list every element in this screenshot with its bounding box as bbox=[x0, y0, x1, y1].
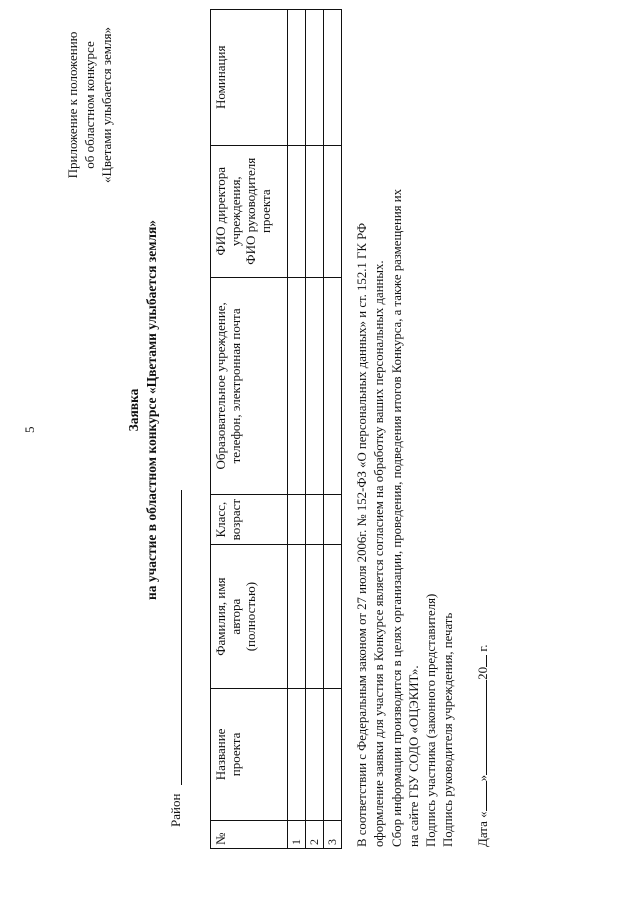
table-row bbox=[288, 10, 306, 849]
header-class: Класс, возраст bbox=[211, 494, 288, 545]
cell-class[interactable] bbox=[324, 494, 342, 545]
table-header-row bbox=[211, 10, 288, 849]
cell-director[interactable] bbox=[288, 145, 306, 277]
cell-project[interactable] bbox=[306, 688, 324, 820]
date-close-quote: » bbox=[475, 774, 490, 782]
date-month-blank[interactable] bbox=[474, 680, 487, 775]
title-line-2: на участие в областном конкурсе «Цветами улыбается земля» bbox=[144, 219, 159, 601]
title-line-1: Заявка bbox=[126, 388, 141, 432]
consent-line-1: В соответствии с Федеральным законом от 27 июля 2006г. № 152-ФЗ «О персональных данных» и ст. 152.1 ГК РФ bbox=[355, 222, 369, 847]
district-label: Район bbox=[168, 793, 183, 827]
cell-director[interactable] bbox=[306, 145, 324, 277]
appendix-line-1: Приложение к положению bbox=[65, 31, 80, 179]
header-project: Название проекта bbox=[211, 688, 288, 820]
date-year-blank[interactable] bbox=[474, 655, 487, 667]
page-number: 5 bbox=[22, 426, 37, 433]
cell-nomination[interactable] bbox=[306, 10, 324, 146]
date-year-suffix: г. bbox=[475, 644, 490, 652]
cell-nomination[interactable] bbox=[288, 10, 306, 146]
cell-edu[interactable] bbox=[306, 277, 324, 494]
cell-author[interactable] bbox=[306, 545, 324, 688]
cell-class[interactable] bbox=[288, 494, 306, 545]
consent-line-4: на сайте ГБУ СОДО «ОЦЭКИТ». bbox=[406, 665, 421, 847]
header-no: № bbox=[211, 821, 288, 849]
appendix-line-3: «Цветами улыбается земля» bbox=[99, 26, 114, 184]
participant-signature-label: Подпись участника (законного представителя) bbox=[424, 593, 439, 847]
row-number: 2 bbox=[306, 821, 324, 849]
header-director: ФИО директора учреждения, ФИО руководителя проекта bbox=[211, 145, 288, 277]
table-row bbox=[306, 10, 324, 849]
cell-nomination[interactable] bbox=[324, 10, 342, 146]
cell-project[interactable] bbox=[324, 688, 342, 820]
cell-class[interactable] bbox=[306, 494, 324, 545]
consent-line-2: оформление заявки для участия в Конкурсе является согласием на обработку ваших персональных данных. bbox=[372, 260, 387, 847]
date-day-blank[interactable] bbox=[474, 781, 487, 811]
row-number: 3 bbox=[324, 821, 342, 849]
consent-line-3: Сбор информации производится в целях организации, проведения, подведения итогов Конкурса, а также размещения их bbox=[389, 188, 404, 847]
date-line bbox=[474, 644, 491, 847]
appendix-note bbox=[64, 27, 115, 183]
application-table bbox=[210, 9, 342, 849]
cell-edu[interactable] bbox=[288, 277, 306, 494]
cell-author[interactable] bbox=[288, 545, 306, 688]
document-title bbox=[125, 220, 161, 600]
row-number: 1 bbox=[288, 821, 306, 849]
consent-text bbox=[354, 189, 458, 847]
appendix-line-2: об областном конкурсе bbox=[82, 41, 97, 169]
date-year-prefix: 20 bbox=[475, 666, 490, 680]
supervisor-signature-label: Подпись руководителя учреждения, печать bbox=[441, 612, 456, 847]
district-fill-line bbox=[181, 490, 182, 785]
header-author: Фамилия, имя автора (полностью) bbox=[211, 545, 288, 688]
cell-project[interactable] bbox=[288, 688, 306, 820]
date-label: Дата « bbox=[475, 811, 490, 847]
cell-director[interactable] bbox=[324, 145, 342, 277]
cell-author[interactable] bbox=[324, 545, 342, 688]
cell-edu[interactable] bbox=[324, 277, 342, 494]
header-edu: Образовательное учреждение, телефон, электронная почта bbox=[211, 277, 288, 494]
table-row bbox=[324, 10, 342, 849]
header-nomination: Номинация bbox=[211, 10, 288, 146]
